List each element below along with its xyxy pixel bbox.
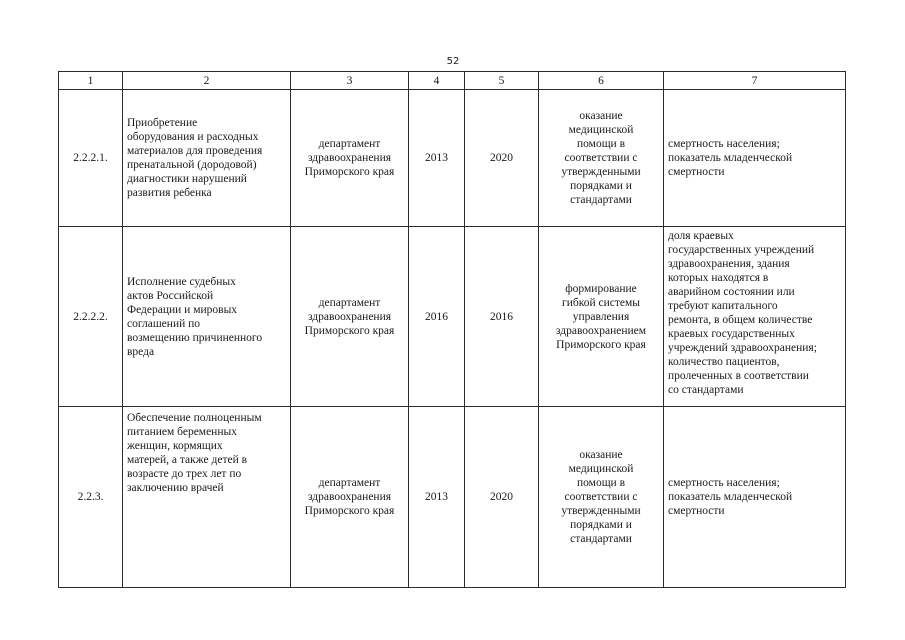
executor: департамент здравоохранения Приморского края bbox=[291, 90, 409, 227]
header-col-7: 7 bbox=[664, 72, 846, 90]
action-name: Исполнение судебных актов Российской Федерации и мировых соглашений по возмещению причиненного вреда bbox=[123, 227, 291, 407]
indicators: доля краевых государственных учреждений здравоохранения, здания которых находятся в аварийном состоянии или требуют капитального ремонта, в общем количестве краевых государственных учреждений здравоохранения; количество пациентов, пролеченных в соответствии со стандартами bbox=[664, 227, 846, 407]
start-year: 2013 bbox=[409, 407, 465, 588]
end-year: 2020 bbox=[465, 90, 539, 227]
start-year: 2016 bbox=[409, 227, 465, 407]
row-number: 2.2.2.2. bbox=[59, 227, 123, 407]
start-year: 2013 bbox=[409, 90, 465, 227]
expected-result: формирование гибкой системы управления здравоохранением Приморского края bbox=[539, 227, 664, 407]
expected-result: оказание медицинской помощи в соответствии с утвержденными порядками и стандартами bbox=[539, 90, 664, 227]
header-col-4: 4 bbox=[409, 72, 465, 90]
end-year: 2016 bbox=[465, 227, 539, 407]
row-number: 2.2.2.1. bbox=[59, 90, 123, 227]
table-row bbox=[59, 90, 846, 227]
header-col-1: 1 bbox=[59, 72, 123, 90]
indicators: смертность населения; показатель младенческой смертности bbox=[664, 90, 846, 227]
end-year: 2020 bbox=[465, 407, 539, 588]
executor: департамент здравоохранения Приморского края bbox=[291, 227, 409, 407]
row-number: 2.2.3. bbox=[59, 407, 123, 588]
action-name: Обеспечение полноценным питанием беременных женщин, кормящих матерей, а также детей в возрасте до трех лет по заключению врачей bbox=[123, 407, 291, 588]
action-name: Приобретение оборудования и расходных материалов для проведения пренатальной (дородовой) диагностики нарушений развития ребенка bbox=[123, 90, 291, 227]
page-number: 52 bbox=[446, 56, 460, 67]
table-header bbox=[59, 72, 846, 90]
header-row bbox=[59, 72, 846, 90]
header-col-6: 6 bbox=[539, 72, 664, 90]
indicators: смертность населения; показатель младенческой смертности bbox=[664, 407, 846, 588]
table-body bbox=[59, 90, 846, 588]
executor: департамент здравоохранения Приморского края bbox=[291, 407, 409, 588]
expected-result: оказание медицинской помощи в соответствии с утвержденными порядками и стандартами bbox=[539, 407, 664, 588]
measures-table bbox=[58, 71, 846, 588]
header-col-2: 2 bbox=[123, 72, 291, 90]
table-row bbox=[59, 407, 846, 588]
table-row bbox=[59, 227, 846, 407]
header-col-3: 3 bbox=[291, 72, 409, 90]
header-col-5: 5 bbox=[465, 72, 539, 90]
